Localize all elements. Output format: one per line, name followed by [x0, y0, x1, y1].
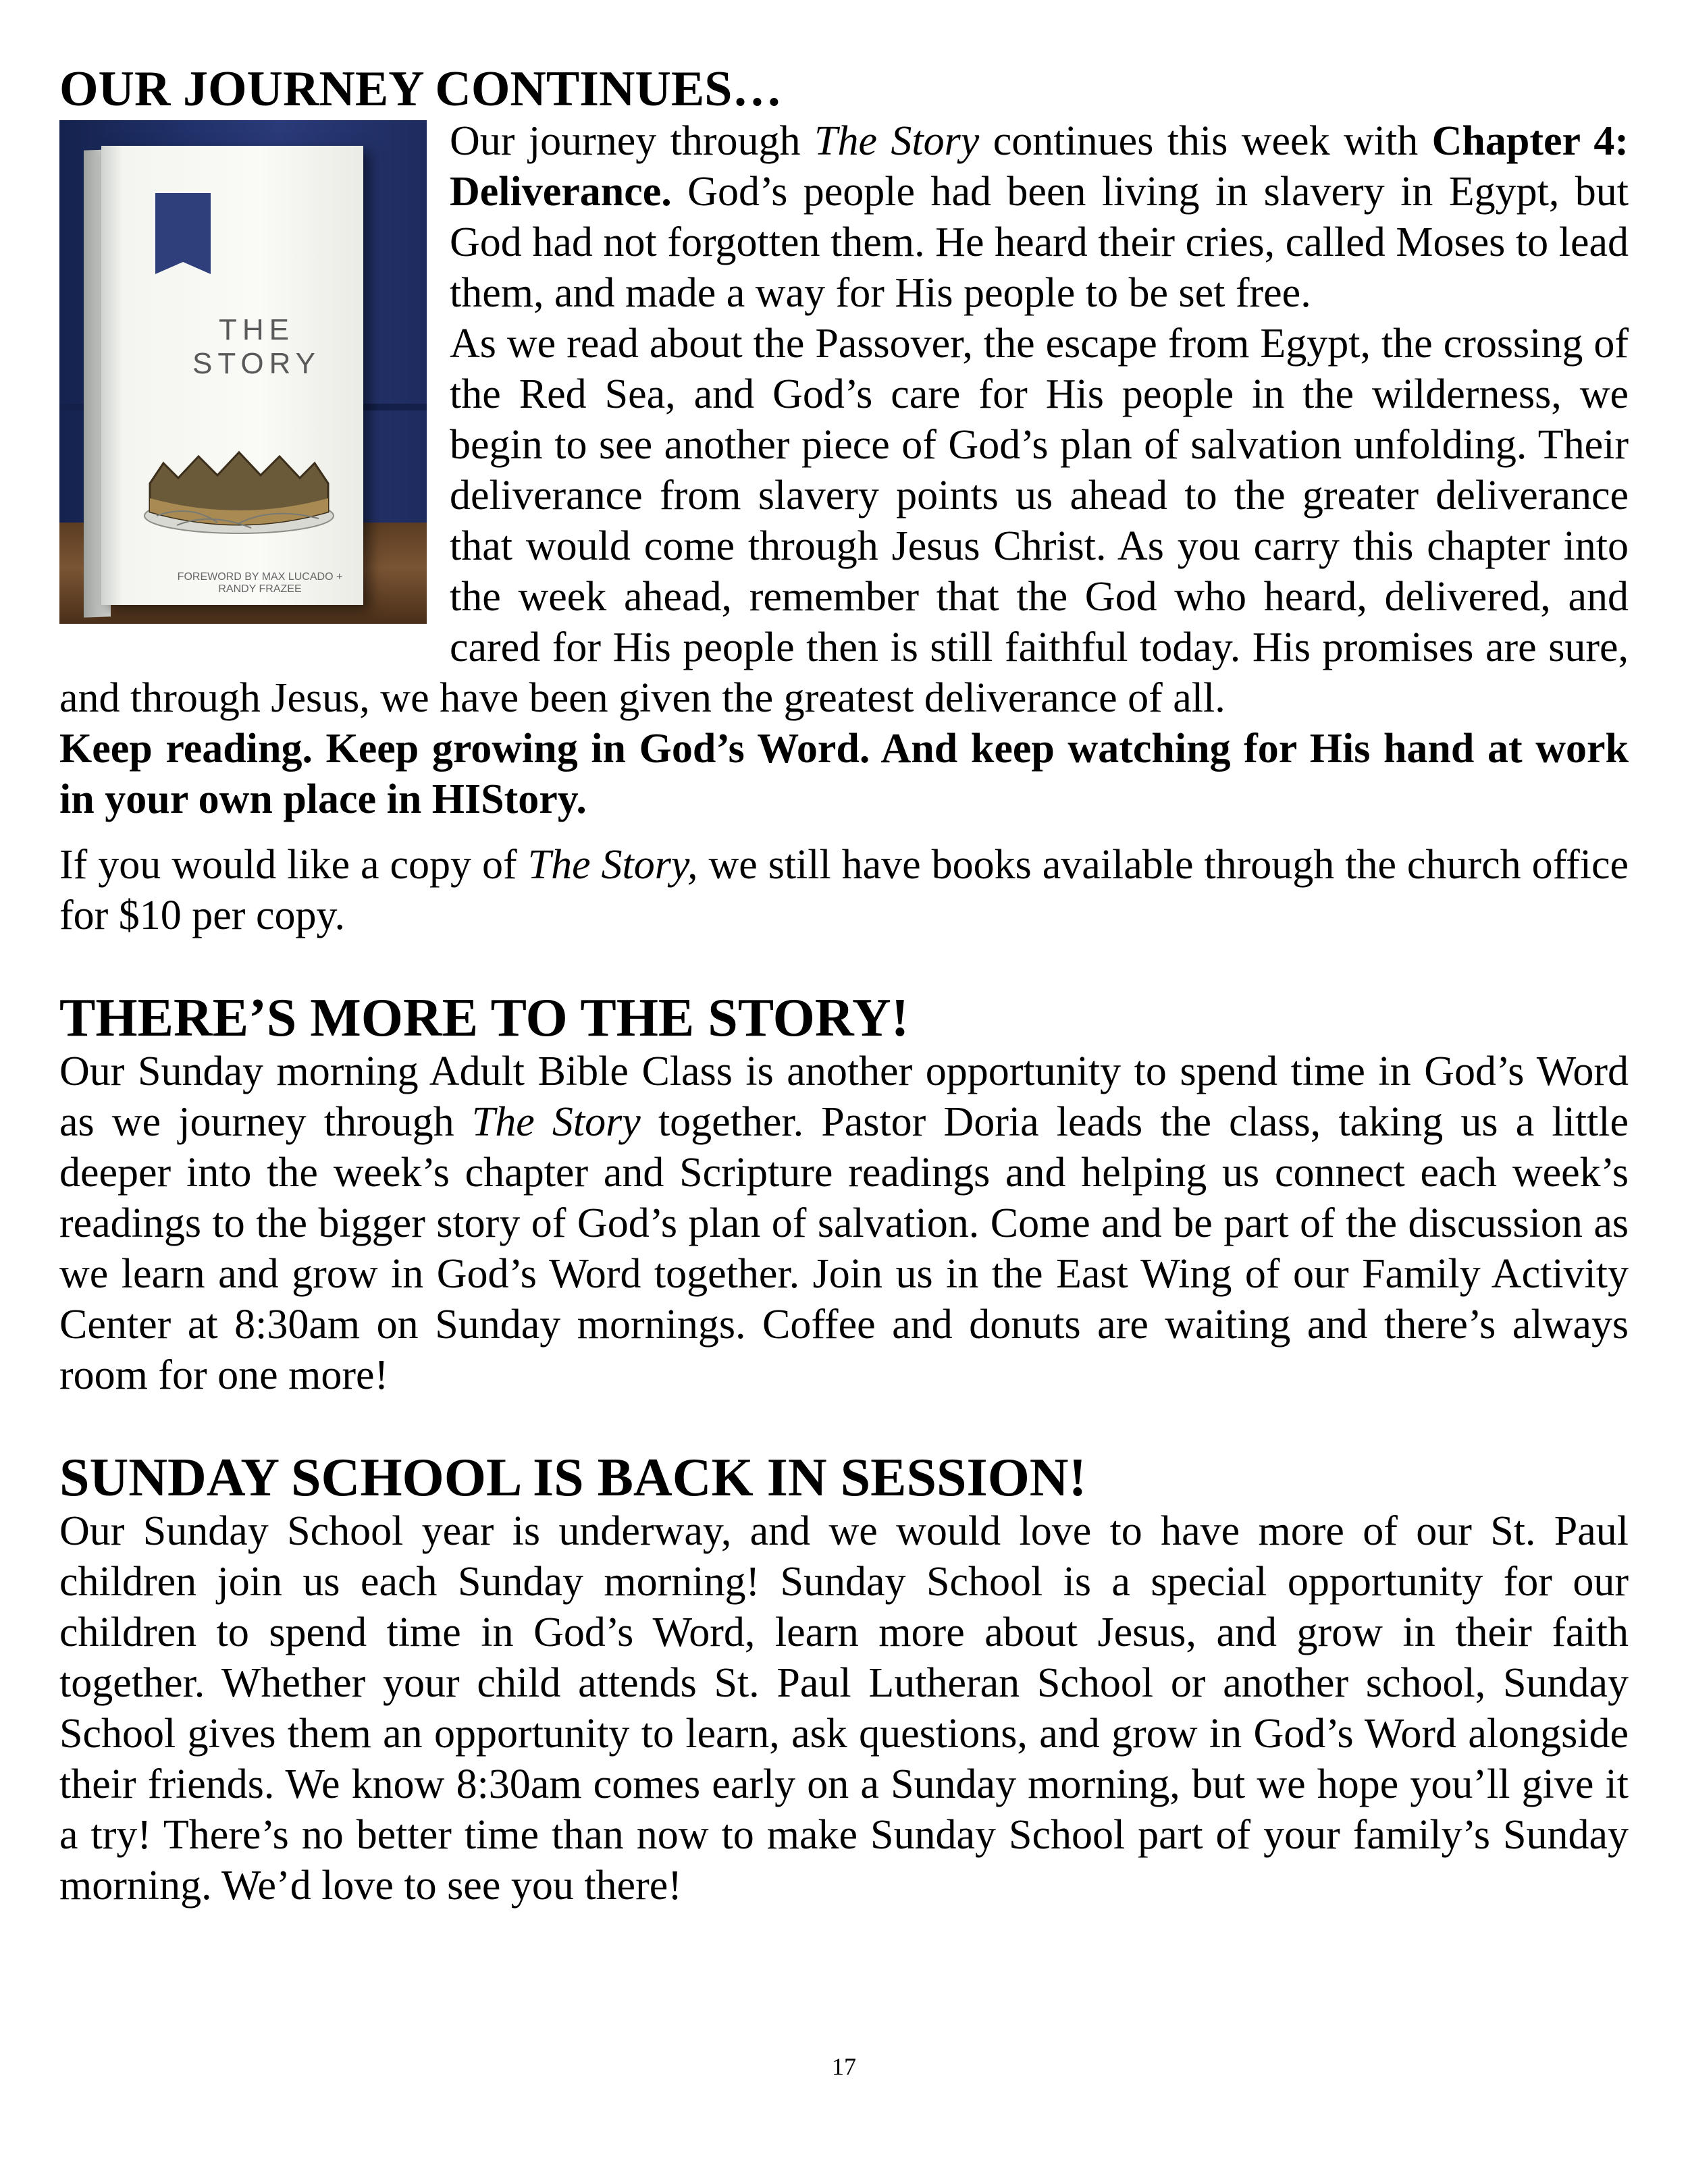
- book-title-italic: The Story,: [527, 842, 698, 888]
- book-cover: [101, 146, 363, 605]
- book-photo: [59, 120, 427, 624]
- text-run: continues this week with: [979, 118, 1432, 164]
- journey-paragraph-copy: [59, 840, 1629, 941]
- section-more-story: [59, 990, 1629, 1401]
- section-heading-more-story: THERE’S MORE TO THE STORY!: [59, 988, 909, 1048]
- text-run: Our journey through: [450, 118, 814, 164]
- journey-callout: Keep reading. Keep growing in God’s Word. And keep watching for His hand at work in your own place in HIStory.: [59, 726, 1629, 822]
- section-journey: [59, 62, 1629, 941]
- crown-icon: [136, 436, 342, 537]
- text-run: together. Pastor Doria leads the class, taking us a little deeper into the week’s chapter and Scripture readings and helping us connect each week’s readings to the bigger story of God’s plan of salvation. Come and be part of the discussion as we learn and grow in God’s Word together. Join us in the East Wing of our Family Activity Center at 8:30am on Sunday mornings. Coffee and donuts are waiting and there’s always room for one more!: [59, 1099, 1629, 1398]
- newsletter-page: [59, 62, 1629, 1911]
- book-authors: FOREWORD BY MAX LUCADO + RANDY FRAZEE: [177, 571, 343, 595]
- section-sunday-school: [59, 1449, 1629, 1911]
- page-number: 17: [832, 2053, 856, 2080]
- book-title: THE STORY: [192, 313, 321, 380]
- text-run: If you would like a copy of: [59, 842, 528, 888]
- chapter-title-bold: Chapter 4: Deliverance.: [450, 118, 1629, 215]
- section-heading-sunday-school: SUNDAY SCHOOL IS BACK IN SESSION!: [59, 1448, 1087, 1508]
- book-ribbon: [155, 193, 211, 274]
- book-title-italic: The Story: [814, 118, 980, 164]
- text-run: God’s people had been living in slavery in Egypt, but God had not forgotten them. He heard their cries, called Moses to lead them, and made a way for His people to be set free.: [450, 169, 1629, 316]
- section-heading-journey: OUR JOURNEY CONTINUES…: [59, 61, 783, 117]
- text-run: we still have books available through the church office for $10 per copy.: [59, 842, 1629, 938]
- journey-paragraph-2: As we read about the Passover, the escape from Egypt, the crossing of the Red Sea, and God’s care for His people in the wilderness, we begin to see another piece of God’s plan of salvation unfolding. Their deliverance from slavery points us ahead to the greater deliverance that would come through Jesus Christ. As you carry this chapter into the week ahead, remember that the God who heard, delivered, and cared for His people then is still faithful today. His promises are sure, and through Jesus, we have been given the greatest deliverance of all.: [59, 321, 1629, 721]
- sunday-school-paragraph: Our Sunday School year is underway, and we would love to have more of our St. Paul children join us each Sunday morning! Sunday School is a special opportunity for our children to spend time in God’s Word, learn more about Jesus, and grow in their faith together. Whether your child attends St. Paul Lutheran School or another school, Sunday School gives them an opportunity to learn, ask questions, and grow in God’s Word alongside their friends. We know 8:30am comes early on a Sunday morning, but we hope you’ll give it a try! There’s no better time than now to make Sunday School part of your family’s Sunday morning. We’d love to see you there!: [59, 1508, 1629, 1909]
- more-story-paragraph: [59, 1046, 1629, 1401]
- book-title-italic: The Story: [471, 1099, 641, 1145]
- text-run: Our Sunday morning Adult Bible Class is another opportunity to spend time in God’s Word as we journey through: [59, 1048, 1629, 1145]
